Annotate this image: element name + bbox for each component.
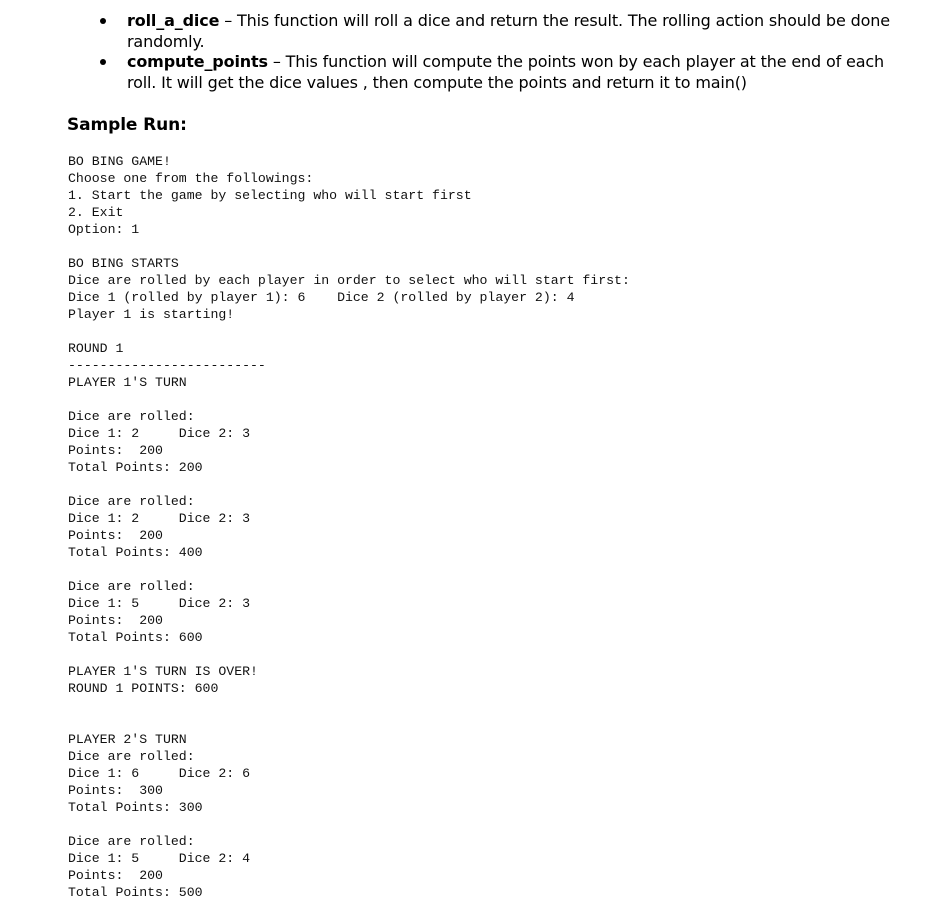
console-line: Dice 1: 6 Dice 2: 6 xyxy=(68,766,251,781)
console-line: ROUND 1 POINTS: 600 xyxy=(68,681,219,696)
console-line: Total Points: 200 xyxy=(68,460,203,475)
console-line: Points: 200 xyxy=(68,868,163,883)
console-line: Points: 200 xyxy=(68,613,163,628)
console-line: Dice 1 (rolled by player 1): 6 Dice 2 (rolled by player 2): 4 xyxy=(68,290,575,305)
console-line xyxy=(68,391,630,408)
console-line: 2. Exit xyxy=(68,205,124,220)
console-line: PLAYER 1'S TURN IS OVER! xyxy=(68,664,258,679)
console-line: Points: 200 xyxy=(68,528,163,543)
console-line: Points: 300 xyxy=(68,783,163,798)
function-name: roll_a_dice xyxy=(127,11,220,30)
console-line: Total Points: 500 xyxy=(68,885,203,900)
console-line: Total Points: 400 xyxy=(68,545,203,560)
console-line: Dice 1: 5 Dice 2: 4 xyxy=(68,851,251,866)
console-line: Dice are rolled: xyxy=(68,494,195,509)
console-line: Dice 1: 2 Dice 2: 3 xyxy=(68,426,251,441)
console-line: Dice are rolled: xyxy=(68,579,195,594)
sample-run-console-output xyxy=(68,153,630,901)
console-line: Option: 1 xyxy=(68,222,140,237)
console-line: Total Points: 600 xyxy=(68,630,203,645)
console-line xyxy=(68,816,630,833)
console-line: Choose one from the followings: xyxy=(68,171,314,186)
console-line xyxy=(68,714,630,731)
function-name: compute_points xyxy=(127,52,268,71)
bullet-roll-a-dice xyxy=(0,10,939,52)
console-line: Player 1 is starting! xyxy=(68,307,235,322)
console-line xyxy=(68,323,630,340)
console-line: Total Points: 300 xyxy=(68,800,203,815)
console-line xyxy=(68,561,630,578)
bullet-dot-icon xyxy=(100,59,106,65)
sample-run-heading: Sample Run: xyxy=(67,115,187,135)
function-description: – This function will roll a dice and return the result. The rolling action should be done randomly. xyxy=(127,11,890,51)
console-line: PLAYER 1'S TURN xyxy=(68,375,187,390)
console-line: Dice 1: 5 Dice 2: 3 xyxy=(68,596,251,611)
function-description-list xyxy=(0,10,939,92)
console-line: Dice are rolled: xyxy=(68,749,195,764)
console-line: Dice are rolled: xyxy=(68,834,195,849)
console-line: BO BING GAME! xyxy=(68,154,171,169)
console-line: ------------------------- xyxy=(68,358,266,373)
bullet-compute-points xyxy=(0,51,939,93)
console-line: Dice are rolled by each player in order to select who will start first: xyxy=(68,273,630,288)
console-line xyxy=(68,476,630,493)
console-line: Points: 200 xyxy=(68,443,163,458)
function-description: – This function will compute the points won by each player at the end of each roll. It will get the dice values , then compute the points and return it to main() xyxy=(127,52,885,92)
console-line xyxy=(68,697,630,714)
console-line: PLAYER 2'S TURN xyxy=(68,732,187,747)
console-line: BO BING STARTS xyxy=(68,256,179,271)
console-line: 1. Start the game by selecting who will start first xyxy=(68,188,472,203)
console-line: ROUND 1 xyxy=(68,341,124,356)
bullet-dot-icon xyxy=(100,18,106,24)
console-line xyxy=(68,646,630,663)
console-line xyxy=(68,238,630,255)
console-line: Dice are rolled: xyxy=(68,409,195,424)
console-line: Dice 1: 2 Dice 2: 3 xyxy=(68,511,251,526)
